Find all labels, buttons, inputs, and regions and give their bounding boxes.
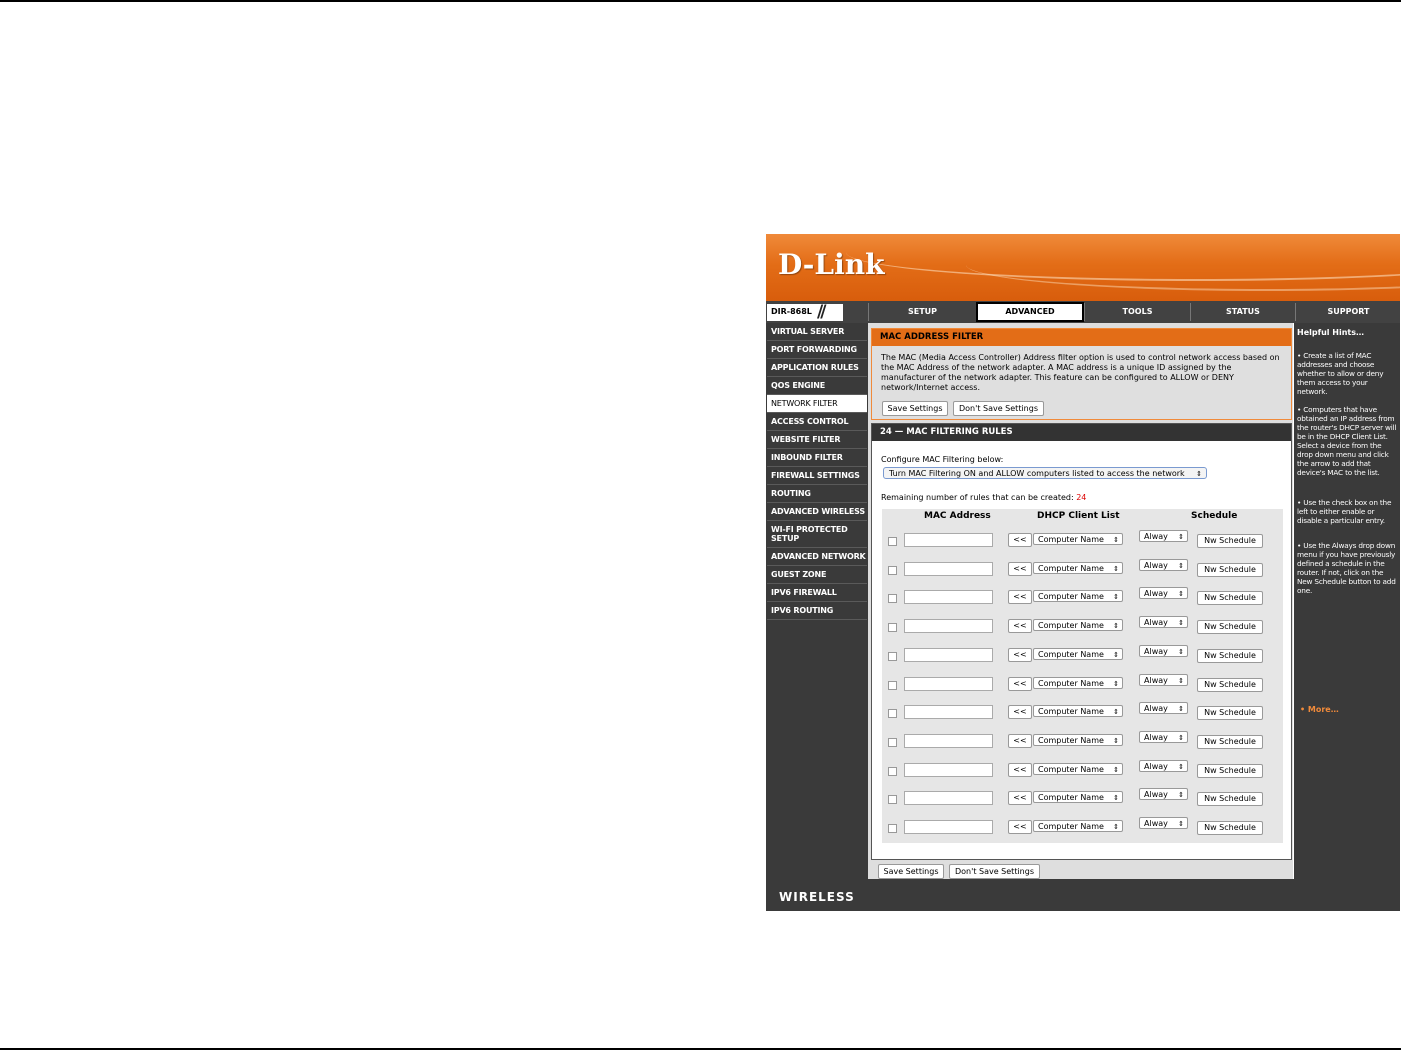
hint-text: • Create a list of MAC addresses and choose whether to allow or deny them access to your network.: [1297, 351, 1384, 396]
sidebar-item-guest-zone[interactable]: GUEST ZONE: [767, 566, 867, 584]
mac-address-input[interactable]: [904, 619, 993, 633]
select-arrows-icon: ⇕: [1113, 593, 1119, 602]
new-schedule-button[interactable]: Nw Schedule: [1197, 620, 1263, 634]
dhcp-client-value: Computer Name: [1038, 707, 1104, 717]
new-schedule-button[interactable]: Nw Schedule: [1197, 764, 1263, 778]
rule-row: [882, 671, 1283, 699]
schedule-value: Alway: [1144, 761, 1168, 771]
rules-table: [882, 509, 1283, 843]
add-client-arrow-button[interactable]: <<: [1008, 820, 1032, 834]
rule-row: [882, 757, 1283, 785]
filter-mode-value: Turn MAC Filtering ON and ALLOW computers listed to access the network: [889, 469, 1185, 478]
rule-row: [882, 728, 1283, 756]
more-link[interactable]: • More…: [1300, 705, 1339, 714]
tab-tools[interactable]: TOOLS: [1084, 303, 1190, 321]
sidebar-item-ipv6-firewall[interactable]: IPV6 FIREWALL: [767, 584, 867, 602]
dhcp-client-select[interactable]: [1033, 705, 1123, 717]
hint-text: • Use the check box on the left to either enable or disable a particular entry.: [1297, 498, 1392, 525]
new-schedule-button[interactable]: Nw Schedule: [1197, 534, 1263, 548]
add-client-arrow-button[interactable]: <<: [1008, 562, 1032, 576]
add-client-arrow-button[interactable]: <<: [1008, 590, 1032, 604]
schedule-value: Alway: [1144, 532, 1168, 541]
schedule-select[interactable]: [1139, 559, 1188, 571]
select-arrows-icon: ⇕: [1113, 823, 1119, 831]
rule-enable-checkbox[interactable]: [888, 824, 897, 833]
select-arrows-icon: ⇕: [1113, 794, 1119, 803]
mac-address-input[interactable]: [904, 562, 993, 576]
dhcp-client-select[interactable]: [1033, 820, 1123, 832]
select-arrows-icon: ⇕: [1113, 708, 1119, 717]
wireless-label: WIRELESS: [779, 890, 855, 904]
dont-save-settings-button-bottom[interactable]: Don't Save Settings: [949, 864, 1040, 879]
mac-address-input[interactable]: [904, 734, 993, 748]
sidebar-item-qos-engine[interactable]: QOS ENGINE: [767, 377, 867, 395]
col-header-mac: MAC Address: [924, 511, 991, 521]
select-arrows-icon: ⇕: [1178, 762, 1184, 771]
new-schedule-button[interactable]: Nw Schedule: [1197, 678, 1263, 692]
schedule-select[interactable]: [1139, 674, 1188, 686]
remaining-label: Remaining number of rules that can be created:: [881, 493, 1074, 502]
select-arrows-icon: ⇕: [1178, 733, 1184, 742]
slash-decoration: //: [817, 302, 824, 322]
select-arrows-icon: ⇕: [1113, 650, 1119, 659]
sidebar-item-port-forwarding[interactable]: PORT FORWARDING: [767, 341, 867, 359]
rule-row: [882, 584, 1283, 612]
sidebar-item-inbound-filter[interactable]: INBOUND FILTER: [767, 449, 867, 467]
schedule-select[interactable]: [1139, 616, 1188, 628]
hint-text: • Computers that have obtained an IP address from the router's DHCP server will be in the DHCP Client List. Select a device from the drop down menu and click the arrow to add that device's MAC to the list.: [1297, 405, 1397, 477]
mac-filter-description: The MAC (Media Access Controller) Address filter option is used to control network access based on the MAC Address of the network adapter. A MAC address is a unique ID assigned by the manufacturer of the network adapter. This feature can be configured to ALLOW or DENY network/Internet access.: [881, 353, 1280, 392]
schedule-value: Alway: [1144, 819, 1168, 828]
select-arrows-icon: ⇕: [1196, 470, 1202, 478]
add-client-arrow-button[interactable]: <<: [1008, 677, 1032, 691]
new-schedule-button[interactable]: Nw Schedule: [1197, 706, 1263, 720]
helpful-hints-panel: [1294, 323, 1400, 879]
select-arrows-icon: ⇕: [1178, 533, 1184, 541]
dhcp-client-select[interactable]: [1033, 677, 1123, 689]
dhcp-client-select[interactable]: [1033, 734, 1123, 746]
dhcp-client-value: Computer Name: [1038, 793, 1104, 803]
mac-address-input[interactable]: [904, 705, 993, 719]
rule-enable-checkbox[interactable]: [888, 681, 897, 690]
schedule-value: Alway: [1144, 732, 1168, 742]
sidebar-item-ipv6-routing[interactable]: IPV6 ROUTING: [767, 602, 867, 620]
schedule-select[interactable]: [1139, 645, 1188, 657]
filter-mode-select[interactable]: [883, 467, 1207, 479]
save-settings-button[interactable]: Save Settings: [882, 401, 948, 416]
sidebar-item-network-filter[interactable]: NETWORK FILTER: [767, 395, 867, 413]
model-badge: [767, 304, 843, 321]
configure-label: Configure MAC Filtering below:: [881, 455, 1004, 464]
dhcp-client-select[interactable]: [1033, 648, 1123, 660]
schedule-value: Alway: [1144, 675, 1168, 685]
sidebar-item-advanced-wireless[interactable]: ADVANCED WIRELESS: [767, 503, 867, 521]
page-bottom-rule: [0, 1048, 1401, 1050]
mac-address-input[interactable]: [904, 648, 993, 662]
schedule-value: Alway: [1144, 560, 1168, 570]
dlink-logo: D-Link: [778, 248, 885, 281]
mac-address-input[interactable]: [904, 791, 993, 805]
schedule-value: Alway: [1144, 790, 1168, 800]
mac-rules-title: 24 — MAC FILTERING RULES: [872, 424, 1291, 441]
new-schedule-button[interactable]: Nw Schedule: [1197, 591, 1263, 605]
rule-row: [882, 642, 1283, 670]
schedule-value: Alway: [1144, 618, 1168, 628]
new-schedule-button[interactable]: Nw Schedule: [1197, 563, 1263, 577]
model-label: DIR-868L: [771, 307, 812, 316]
sidebar-item-firewall-settings[interactable]: FIREWALL SETTINGS: [767, 467, 867, 485]
add-client-arrow-button[interactable]: <<: [1008, 648, 1032, 662]
schedule-select[interactable]: [1139, 587, 1188, 599]
col-header-schedule: Schedule: [1191, 511, 1238, 521]
hints-title: Helpful Hints…: [1297, 328, 1365, 337]
schedule-select[interactable]: [1139, 731, 1188, 743]
dhcp-client-select[interactable]: [1033, 619, 1123, 631]
rule-enable-checkbox[interactable]: [888, 566, 897, 575]
sidebar-item-access-control[interactable]: ACCESS CONTROL: [767, 413, 867, 431]
rule-enable-checkbox[interactable]: [888, 709, 897, 718]
main-content: [868, 323, 1293, 879]
sidebar: [766, 323, 868, 879]
select-arrows-icon: ⇕: [1113, 536, 1119, 544]
rule-enable-checkbox[interactable]: [888, 652, 897, 661]
dont-save-settings-button[interactable]: Don't Save Settings: [953, 401, 1044, 416]
dhcp-client-value: Computer Name: [1038, 649, 1104, 659]
new-schedule-button[interactable]: Nw Schedule: [1197, 821, 1263, 835]
rule-row: [882, 785, 1283, 813]
tab-status[interactable]: STATUS: [1190, 303, 1295, 321]
remaining-count: 24: [1076, 493, 1087, 502]
mac-address-input[interactable]: [904, 533, 993, 547]
rule-enable-checkbox[interactable]: [888, 738, 897, 747]
dhcp-client-select[interactable]: [1033, 562, 1123, 574]
mac-address-input[interactable]: [904, 763, 993, 777]
rule-enable-checkbox[interactable]: [888, 767, 897, 776]
rule-enable-checkbox[interactable]: [888, 795, 897, 804]
select-arrows-icon: ⇕: [1113, 736, 1119, 745]
schedule-value: Alway: [1144, 704, 1168, 714]
sidebar-item-website-filter[interactable]: WEBSITE FILTER: [767, 431, 867, 449]
tab-advanced[interactable]: ADVANCED: [976, 302, 1084, 322]
dhcp-client-select[interactable]: [1033, 590, 1123, 602]
select-arrows-icon: ⇕: [1178, 647, 1184, 656]
dhcp-client-value: Computer Name: [1038, 563, 1104, 573]
dhcp-client-value: Computer Name: [1038, 621, 1104, 631]
schedule-select[interactable]: [1139, 760, 1188, 772]
dhcp-client-value: Computer Name: [1038, 678, 1104, 688]
page-top-rule: [0, 0, 1401, 2]
dhcp-client-select[interactable]: [1033, 791, 1123, 803]
select-arrows-icon: ⇕: [1178, 619, 1184, 628]
add-client-arrow-button[interactable]: <<: [1008, 763, 1032, 777]
add-client-arrow-button[interactable]: <<: [1008, 791, 1032, 805]
select-arrows-icon: ⇕: [1178, 791, 1184, 800]
add-client-arrow-button[interactable]: <<: [1008, 533, 1032, 547]
sidebar-item-application-rules[interactable]: APPLICATION RULES: [767, 359, 867, 377]
rule-row: [882, 699, 1283, 727]
dhcp-client-value: Computer Name: [1038, 735, 1104, 745]
schedule-value: Alway: [1144, 589, 1168, 599]
hint-text: • Use the Always drop down menu if you have previously defined a schedule in the router. If not, click on the New Schedule button to add one.: [1297, 541, 1396, 595]
sidebar-item-advanced-network[interactable]: ADVANCED NETWORK: [767, 548, 867, 566]
remaining-rules: [881, 493, 1086, 502]
save-settings-button-bottom[interactable]: Save Settings: [878, 864, 944, 879]
select-arrows-icon: ⇕: [1178, 561, 1184, 570]
dhcp-client-value: Computer Name: [1038, 592, 1104, 602]
add-client-arrow-button[interactable]: <<: [1008, 619, 1032, 633]
new-schedule-button[interactable]: Nw Schedule: [1197, 649, 1263, 663]
mac-address-input[interactable]: [904, 590, 993, 604]
dhcp-client-select[interactable]: [1033, 533, 1123, 545]
sidebar-item-wifi-protected-setup[interactable]: WI-FI PROTECTED SETUP: [767, 521, 867, 548]
top-nav: [766, 301, 1400, 323]
router-admin-window: [766, 234, 1400, 911]
tab-setup[interactable]: SETUP: [868, 303, 976, 321]
select-arrows-icon: ⇕: [1178, 705, 1184, 714]
mac-filter-section: [871, 328, 1292, 420]
dhcp-client-value: Computer Name: [1038, 764, 1104, 774]
footer-bar: [766, 879, 1400, 911]
header-banner: [766, 234, 1400, 301]
rule-enable-checkbox[interactable]: [888, 594, 897, 603]
col-header-dhcp: DHCP Client List: [1037, 511, 1120, 521]
sidebar-item-routing[interactable]: ROUTING: [767, 485, 867, 503]
select-arrows-icon: ⇕: [1113, 765, 1119, 774]
add-client-arrow-button[interactable]: <<: [1008, 734, 1032, 748]
mac-filter-title: MAC ADDRESS FILTER: [872, 329, 1291, 346]
rule-enable-checkbox[interactable]: [888, 537, 897, 546]
schedule-select[interactable]: [1139, 702, 1188, 714]
dhcp-client-value: Computer Name: [1038, 822, 1104, 831]
schedule-select[interactable]: [1139, 788, 1188, 800]
sidebar-item-virtual-server[interactable]: VIRTUAL SERVER: [767, 323, 867, 341]
select-arrows-icon: ⇕: [1178, 676, 1184, 685]
schedule-value: Alway: [1144, 646, 1168, 656]
select-arrows-icon: ⇕: [1178, 820, 1184, 828]
mac-rules-section: [871, 423, 1292, 860]
rule-enable-checkbox[interactable]: [888, 623, 897, 632]
rule-row: [882, 613, 1283, 641]
select-arrows-icon: ⇕: [1113, 622, 1119, 631]
rule-row: [882, 527, 1283, 555]
tab-support[interactable]: SUPPORT: [1295, 303, 1400, 321]
add-client-arrow-button[interactable]: <<: [1008, 705, 1032, 719]
mac-address-input[interactable]: [904, 677, 993, 691]
rule-row: [882, 556, 1283, 584]
schedule-select[interactable]: [1139, 530, 1188, 542]
new-schedule-button[interactable]: Nw Schedule: [1197, 735, 1263, 749]
select-arrows-icon: ⇕: [1113, 564, 1119, 573]
select-arrows-icon: ⇕: [1113, 679, 1119, 688]
dhcp-client-value: Computer Name: [1038, 535, 1104, 544]
new-schedule-button[interactable]: Nw Schedule: [1197, 792, 1263, 806]
mac-address-input[interactable]: [904, 820, 993, 834]
schedule-select[interactable]: [1139, 817, 1188, 829]
dhcp-client-select[interactable]: [1033, 763, 1123, 775]
rule-row: [882, 814, 1283, 842]
select-arrows-icon: ⇕: [1178, 590, 1184, 599]
